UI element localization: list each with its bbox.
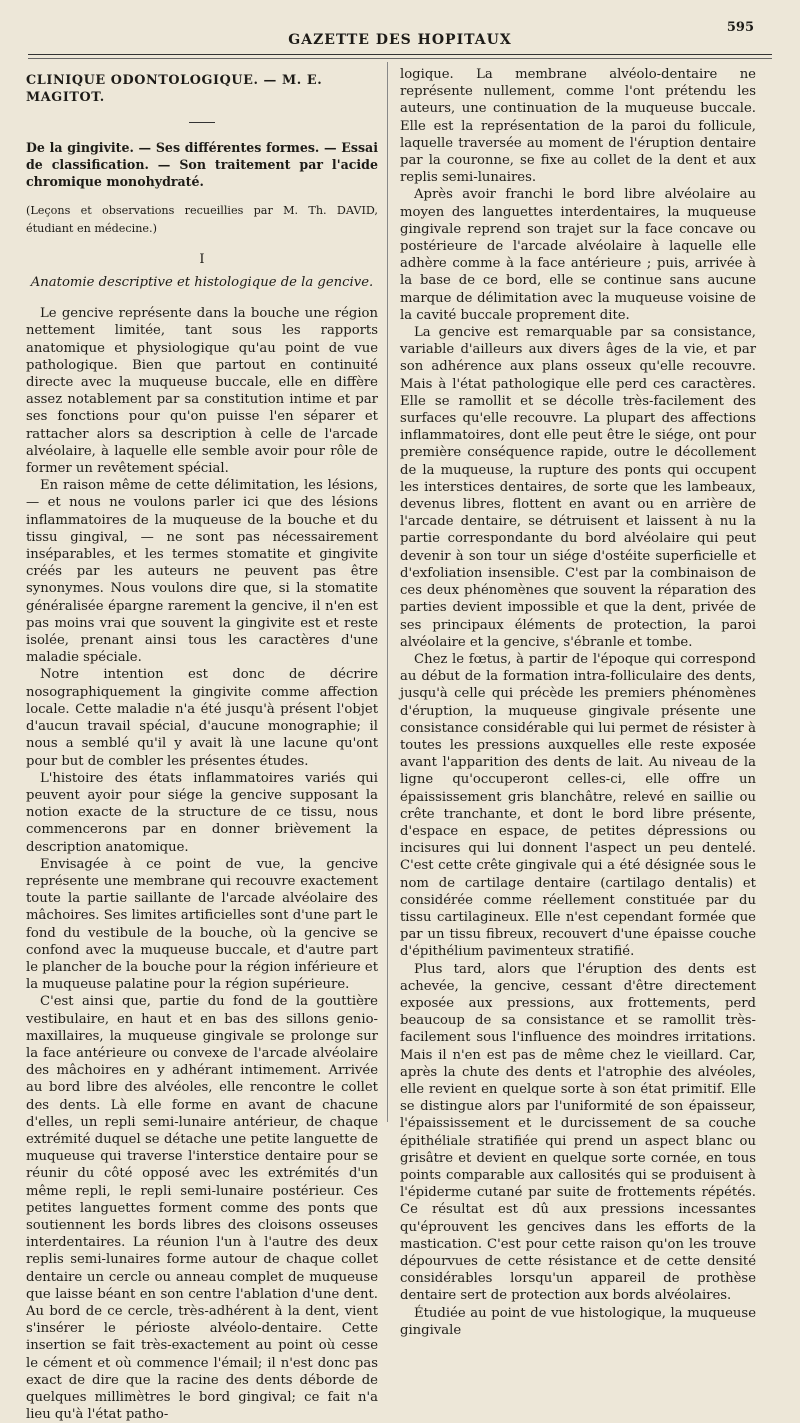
header-rule <box>28 54 772 55</box>
section-heading: CLINIQUE ODONTOLOGIQUE. — M. E. MAGITOT. <box>26 73 323 106</box>
left-column <box>26 66 378 1423</box>
article-title: De la gingivite. — Ses différentes formes. — Essai de classification. — Son traitement par l'acide chromique monohydraté. <box>26 140 378 190</box>
article-credit: (Leçons et observations recueillies par M. Th. DAVID, étudiant en médecine.) <box>26 204 378 235</box>
part-number: I <box>199 251 205 267</box>
paragraph: C'est ainsi que, partie du fond de la gouttière vestibulaire, en haut et en bas des sillons genio-maxillaires, la muqueuse gingivale se prolonge sur la face antérieure ou convexe de l'arcade alvéolaire des mâchoires en y adhérant intimement. Arrivée au bord libre des alvéoles, elle rencontre le collet des dents. Là elle forme en avant de chacune d'elles, un repli semi-lunaire antérieur, de chaque extrémité duquel se détache une petite languette de muqueuse qui traverse l'interstice dentaire pour se réunir du côté opposé avec les extrémités d'un même repli, le repli semi-lunaire postérieur. Ces petites languettes forment comme des ponts que soutiennent les bords libres des cloisons osseuses interdentaires. La réunion l'un à l'autre des deux replis semi-lunaires forme autour de chaque collet dentaire un cercle ou anneau complet de muqueuse que laisse béant en son centre l'ablation d'une dent. Au bord de ce cercle, très-adhérent à la dent, vient s'insérer le périoste alvéolo-dentaire. Cette insertion se fait très-exactement au point où cesse le cément et où commence l'émail; il n'est donc pas exact de dire que la racine des dents déborde de quelques millimètres le bord gingival; ce fait n'a lieu qu'à l'état patho- <box>26 994 378 1423</box>
paragraph: Chez le fœtus, à partir de l'époque qui correspond au début de la formation intra-folliculaire des dents, jusqu'à celle qui précède les premiers phénomènes d'éruption, la muqueuse gingivale présente une consistance considérable qui lui permet de résister à toutes les pressions auxquelles elle reste exposée avant l'apparition des dents de lait. Au niveau de la ligne qu'occuperont celles-ci, elle offre un épaississement gris blanchâtre, relevé en saillie ou crête tranchante, et dont le bord libre présente, d'espace en espace, de petites dépressions ou incisures qui lui donnent l'aspect un peu dentelé. C'est cette crête gingivale qui a été désignée sous le nom de cartilage dentaire (cartilago dentalis) et considérée comme réellement constituée par du tissu cartilagineux. Elle n'est cependant formée que par un tissu fibreux, recouvert d'une épaisse couche d'épithélium pavimenteux stratifié. <box>400 651 756 960</box>
paragraph: Le gencive représente dans la bouche une région nettement limitée, tant sous les rapports anatomique et physiologique qu'au point de vue pathologique. Bien que partout en continuité directe avec la muqueuse buccale, elle en diffère assez notablement par sa constitution intime et par ses fonctions pour qu'on puisse l'en séparer et rattacher alors sa description à celle de l'arcade alvéolaire, à laquelle elle semble avoir pour rôle de former un revêtement spécial. <box>26 306 378 477</box>
right-column <box>400 66 756 1339</box>
page-number: 595 <box>726 20 754 35</box>
paragraph: Notre intention est donc de décrire nosographiquement la gingivite comme affection locale. Cette maladie n'a été jusqu'à présent l'objet d'aucun travail spécial, d'aucune monographie; il nous a semblé qu'il y avait là une lacune qu'ont pour but de combler les présentes études. <box>26 667 378 769</box>
paragraph: Envisagée à ce point de vue, la gencive représente une membrane qui recouvre exactement toute la partie saillante de l'arcade alvéolaire des mâchoires. Ses limites artificielles sont d'une part le fond du vestibule de la bouche, où la gencive se confond avec la muqueuse buccale, et d'autre part le plancher de la bouche pour la région inférieure et la muqueuse palatine pour la région supérieure. <box>26 856 378 993</box>
paragraph: L'histoire des états inflammatoires variés qui peuvent ayoir pour siége la gencive supposant la notion exacte de la structure de ce tissu, nous commencerons par en donner brièvement la description anatomique. <box>26 770 378 855</box>
section-rule <box>189 122 215 123</box>
part-title: Anatomie descriptive et histologique de la gencive. <box>30 275 374 291</box>
paragraph: Après avoir franchi le bord libre alvéolaire au moyen des languettes interdentaires, la muqueuse gingivale reprend son trajet sur la face concave ou postérieure de l'arcade alvéolaire à laquelle elle adhère comme à la face antérieure ; puis, arrivée à la base de ce bord, elle se continue sans aucune marque de délimitation avec la muqueuse voisine de la cavité buccale proprement dite. <box>400 187 756 323</box>
paragraph: En raison même de cette délimitation, les lésions, — et nous ne voulons parler ici que des lésions inflammatoires de la muqueuse de la bouche et du tissu gingival, — ne sont pas nécessairement inséparables, et les termes stomatite et gingivite créés par les auteurs ne peuvent pas être synonymes. Nous voulons dire que, si la stomatite généralisée épargne rarement la gencive, il n'en est pas moins vrai que souvent la gingivite est et reste isolée, prenant ainsi tous les caractères d'une maladie spéciale. <box>26 478 378 666</box>
paragraph: La gencive est remarquable par sa consistance, variable d'ailleurs aux divers âges de la vie, et par son adhérence aux plans osseux qu'elle recouvre. Mais à l'état pathologique elle perd ces caractères. Elle se ramollit et se décolle très-facilement des surfaces qu'elle recouvre. La plupart des affections inflammatoires, dont elle peut être le siége, ont pour première conséquence rapide, outre le décollement de la muqueuse, la rupture des ponts qui occupent les interstices dentaires, de sorte que les lambeaux, devenus libres, flottent en avant ou en arrière de l'arcade dentaire, se détruisent et laissent à nu la partie correspondante du bord alvéolaire qui peut devenir à son tour un siége d'ostéite superficielle et d'exfoliation insensible. C'est par la combinaison de ces deux phénomènes que souvent la réparation des parties devient impossible et que la dent, privée de ses principaux éléments de protection, la paroi alvéolaire et la gencive, s'ébranle et tombe. <box>400 325 756 650</box>
journal-title: GAZETTE DES HOPITAUX <box>288 32 512 48</box>
paragraph: Étudiée au point de vue histologique, la muqueuse gingivale <box>400 1305 756 1338</box>
paragraph: logique. La membrane alvéolo-dentaire ne représente nullement, comme l'ont prétendu les auteurs, une continuation de la muqueuse buccale. Elle est la représentation de la paroi du follicule, laquelle traversée au moment de l'éruption dentaire par la couronne, se fixe au collet de la dent et aux replis semi-lunaires. <box>400 67 756 186</box>
column-divider <box>387 62 388 1122</box>
paragraph: Plus tard, alors que l'éruption des dents est achevée, la gencive, cessant d'être directement exposée aux pressions, aux frottements, perd beaucoup de sa consistance et se ramollit très-facilement sous l'influence des moindres irritations. Mais il n'en est pas de même chez le vieillard. Car, après la chute des dents et l'atrophie des alvéoles, elle revient en quelque sorte à son état primitif. Elle se distingue alors par l'uniformité de son épaisseur, l'épaississement et le durcissement de sa couche épithéliale stratifiée qui prend un aspect blanc ou grisâtre et devient en quelque sorte cornée, en tous points comparable aux callosités qui se produisent à l'épiderme cutané par suite de frottements répétés. Ce résultat est dû aux pressions incessantes qu'éprouvent les gencives dans les efforts de la mastication. C'est pour cette raison qu'on les trouve dépourvues de cette résistance et de cette densité considérables lorsqu'un appareil de prothèse dentaire sert de protection aux bords alvéolaires. <box>400 961 756 1304</box>
header-rule-thin <box>28 58 772 59</box>
